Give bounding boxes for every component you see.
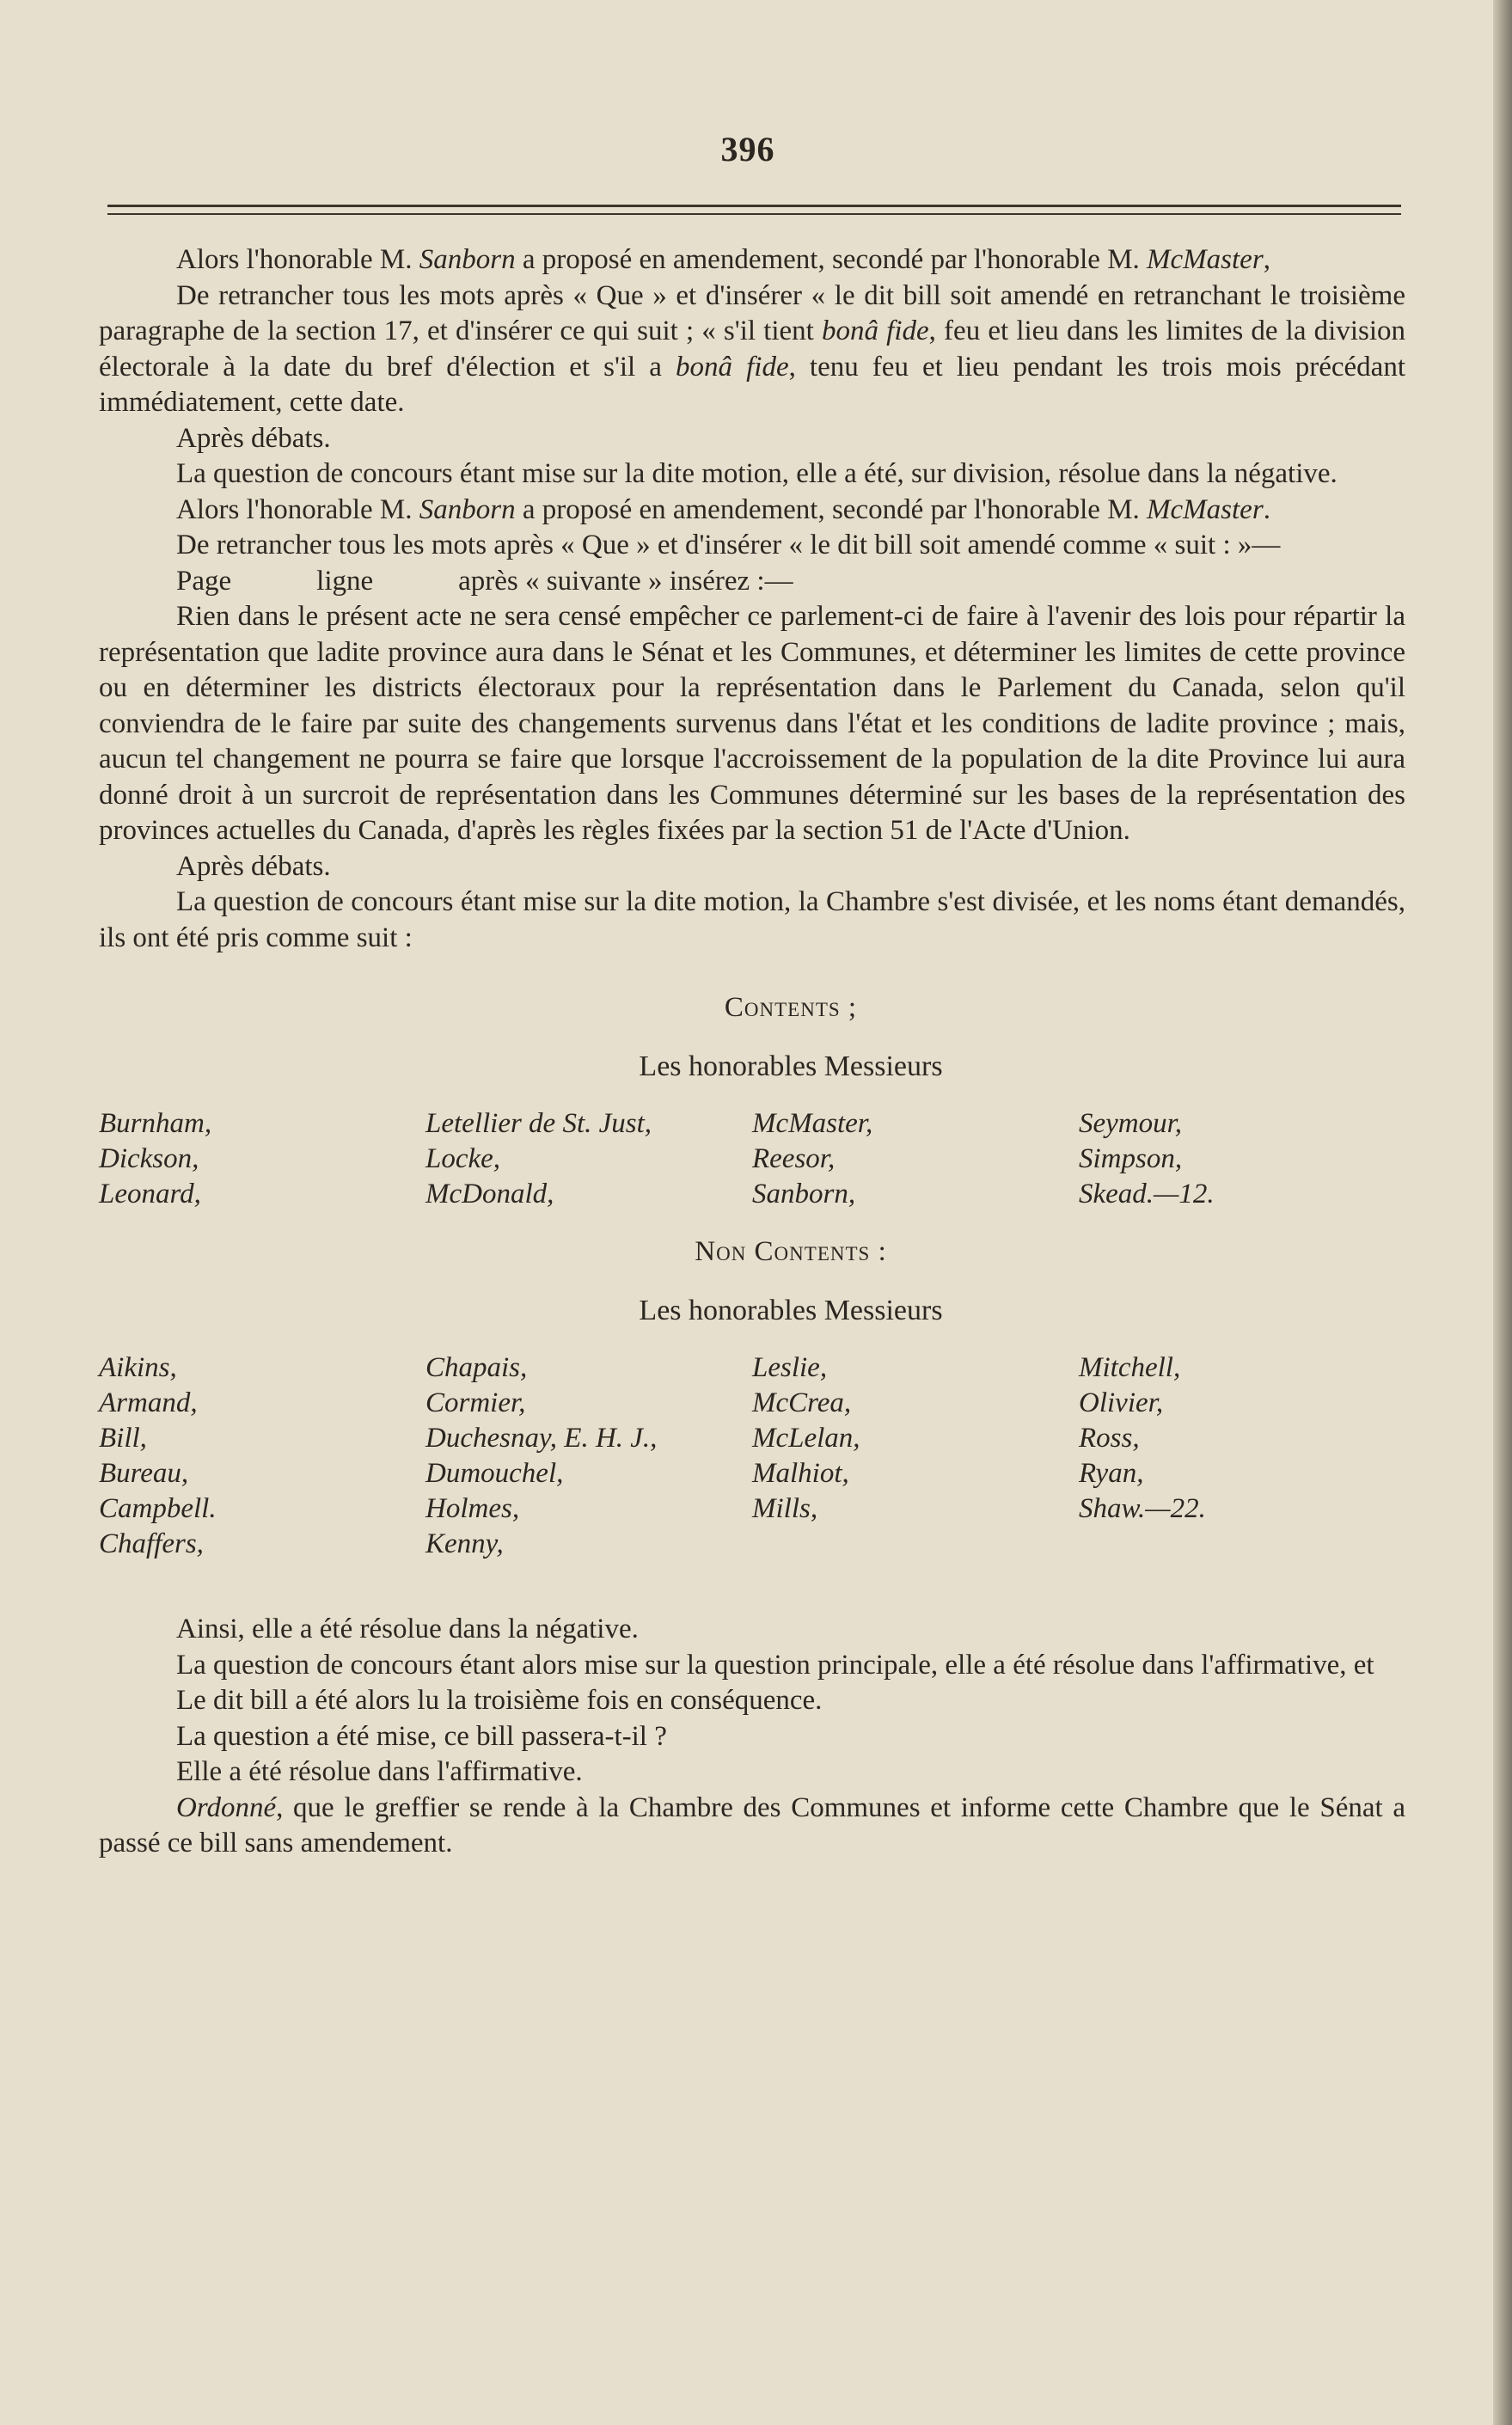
- italic-run: bonâ fide: [822, 315, 929, 346]
- paragraph: De retrancher tous les mots après « Que » et d'insérer « le dit bill soit amendé comme « suit : »—: [176, 530, 1281, 560]
- italic-run: bonâ fide: [676, 351, 789, 383]
- paragraph: Elle a été résolue dans l'affirmative.: [176, 1756, 583, 1787]
- senator-name: Leonard,: [99, 1179, 201, 1209]
- senator-name: McMaster,: [752, 1108, 873, 1139]
- contents-subheading: Les honorables Messieurs: [639, 1050, 943, 1082]
- senator-name: Malhiot,: [752, 1458, 849, 1489]
- paragraph: La question de concours étant mise sur la dite motion, la Chambre s'est divisée, et les noms étant demandés, ils ont été pris comme suit :: [99, 886, 1405, 953]
- senator-name: Armand,: [99, 1387, 198, 1418]
- senator-name: Kenny,: [425, 1528, 504, 1559]
- non-contents-subheading: Les honorables Messieurs: [639, 1294, 943, 1326]
- senator-name: Chaffers,: [99, 1528, 204, 1559]
- paragraph: Rien dans le présent acte ne sera censé empêcher ce parlement-ci de faire à l'avenir des lois pour répartir la représentation que ladite province aura dans le Sénat et les Communes, et déterminer les limites de cette province ou en déterminer les districts électoraux pour la représentation dans le Parlement du Canada, selon qu'il conviendra de le faire par suite des changements survenus dans l'état et les conditions de ladite province ; mais, aucun tel changement ne pourra se faire que lorsque l'accroissement de la population de la dite Province lui aura donné droit à un surcroit de représentation dans les Communes déterminé sur les bases de la représentation des provinces actuelles du Canada, d'après les règles fixées par la section 51 de l'Acte d'Union.: [99, 601, 1405, 846]
- senator-name: Burnham,: [99, 1108, 212, 1139]
- senator-name: Dickson,: [99, 1143, 199, 1174]
- paragraph: Alors l'honorable M. Sanborn a proposé en amendement, secondé par l'honorable M. McMaster,: [176, 244, 1270, 275]
- paragraph-group-c: [99, 1612, 1405, 1862]
- paragraph-group-b: [99, 599, 1405, 956]
- senator-name: Ryan,: [1079, 1458, 1144, 1489]
- non-contents-heading: Non Contents :: [695, 1236, 887, 1267]
- paragraph: Après débats.: [176, 850, 331, 882]
- contents-names: [99, 1106, 1405, 1212]
- senator-name: Duchesnay, E. H. J.,: [425, 1423, 658, 1454]
- senator-name: Cormier,: [425, 1387, 526, 1418]
- senator-name: Skead.—12.: [1079, 1179, 1215, 1209]
- senator-name: Sanborn,: [752, 1179, 856, 1209]
- senator-name: Leslie,: [752, 1352, 828, 1383]
- italic-run: Ordonné: [176, 1791, 277, 1823]
- senator-name: Locke,: [425, 1143, 501, 1174]
- senator-name: Ross,: [1079, 1423, 1140, 1454]
- senator-name: McLelan,: [752, 1423, 860, 1454]
- header-rule-secondary: [107, 213, 1401, 215]
- senator-name: Mills,: [752, 1493, 818, 1524]
- senator-name: Campbell.: [99, 1493, 217, 1524]
- senator-name: [752, 1527, 1079, 1562]
- senator-name: McCrea,: [752, 1387, 852, 1418]
- italic-run: Sanborn: [419, 493, 516, 525]
- paragraph: La question de concours étant alors mise sur la question principale, elle a été résolue dans l'affirmative, et: [176, 1649, 1374, 1681]
- senator-name: Olivier,: [1079, 1387, 1164, 1418]
- paragraph: Après débats.: [176, 422, 331, 454]
- amendment-line: [99, 564, 1405, 600]
- book-spine-edge: [1493, 0, 1512, 2425]
- senator-name: Seymour,: [1079, 1108, 1183, 1139]
- italic-run: McMaster: [1147, 244, 1264, 275]
- paragraph: Le dit bill a été alors lu la troisième fois en conséquence.: [176, 1685, 823, 1716]
- page-number: 396: [720, 130, 775, 168]
- senator-name: Shaw.—22.: [1079, 1493, 1206, 1524]
- amendment-ligne-label: ligne: [316, 565, 374, 597]
- amendment-page-label: Page: [176, 565, 232, 597]
- journal-body: [99, 242, 1405, 1862]
- italic-run: Sanborn: [419, 244, 516, 275]
- paragraph: La question de concours étant mise sur la dite motion, elle a été, sur division, résolue dans la négative.: [176, 458, 1338, 489]
- contents-heading: Contents ;: [724, 992, 858, 1023]
- senator-name: [1079, 1527, 1405, 1562]
- senator-name: Reesor,: [752, 1143, 836, 1174]
- senator-name: Mitchell,: [1079, 1352, 1181, 1383]
- senator-name: Chapais,: [425, 1352, 528, 1383]
- amendment-instruction: après « suivante » insérez :—: [458, 565, 793, 597]
- senator-name: McDonald,: [425, 1179, 554, 1209]
- paragraph: Ordonné, que le greffier se rende à la Chambre des Communes et informe cette Chambre que le Sénat a passé ce bill sans amendement.: [99, 1791, 1405, 1859]
- non-contents-names: [99, 1350, 1405, 1562]
- paragraph: Alors l'honorable M. Sanborn a proposé en amendement, secondé par l'honorable M. McMaster.: [176, 493, 1270, 525]
- senator-name: Dumouchel,: [425, 1458, 564, 1489]
- italic-run: McMaster: [1147, 493, 1264, 525]
- paragraph-group-a: [99, 242, 1405, 564]
- senator-name: Simpson,: [1079, 1143, 1183, 1174]
- paragraph: La question a été mise, ce bill passera-t-il ?: [176, 1720, 667, 1752]
- senator-name: Letellier de St. Just,: [425, 1108, 652, 1139]
- paragraph: Ainsi, elle a été résolue dans la négative.: [176, 1614, 639, 1644]
- paragraph: De retrancher tous les mots après « Que » et d'insérer « le dit bill soit amendé en retranchant le troisième paragraphe de la section 17, et d'insérer ce qui suit ; « s'il tient bonâ fide, feu et lieu dans les limites de la division électorale à la date du bref d'élection et s'il a bonâ fide, tenu feu et lieu pendant les trois mois précédant immédiatement, cette date.: [99, 279, 1405, 418]
- header-rule: [107, 205, 1401, 207]
- senator-name: Holmes,: [425, 1493, 520, 1524]
- senator-name: Aikins,: [99, 1352, 177, 1383]
- senator-name: Bill,: [99, 1423, 147, 1454]
- senator-name: Bureau,: [99, 1458, 189, 1489]
